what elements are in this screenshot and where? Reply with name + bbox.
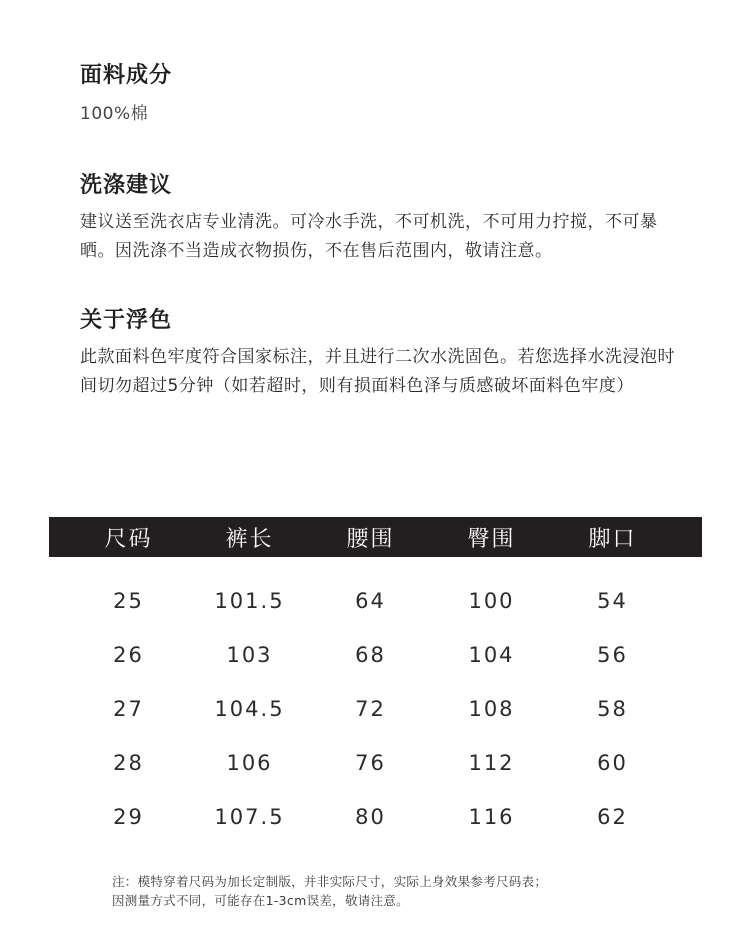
fading-section xyxy=(80,307,690,401)
fabric-section xyxy=(80,62,690,129)
cell-length: 107.5 xyxy=(214,805,285,829)
fabric-title: 面料成分 xyxy=(80,63,173,88)
header-hem: 脚口 xyxy=(588,526,637,552)
washing-content: 建议送至洗衣店专业清洗。可冷水手洗，不可机洗，不可用力拧搅，不可暴晒。因洗涤不当造成衣物损伤，不在售后范围内，敬请注意。 xyxy=(80,212,658,261)
cell-hem: 62 xyxy=(597,805,628,829)
note-line-2: 因测量方式不同，可能存在1-3cm误差，敬请注意。 xyxy=(112,893,409,908)
table-row xyxy=(49,682,702,736)
washing-title: 洗涤建议 xyxy=(80,173,173,198)
cell-waist: 80 xyxy=(355,805,386,829)
cell-size: 28 xyxy=(113,751,144,775)
note-line-1: 注：模特穿着尺码为加长定制版，并非实际尺寸，实际上身效果参考尺码表； xyxy=(112,874,548,889)
size-table-header xyxy=(49,517,702,557)
header-hip: 臀围 xyxy=(467,526,516,552)
table-row xyxy=(49,628,702,682)
cell-hem: 60 xyxy=(597,751,628,775)
cell-waist: 76 xyxy=(355,751,386,775)
cell-hem: 58 xyxy=(597,697,628,721)
cell-length: 101.5 xyxy=(214,589,285,613)
table-row xyxy=(49,790,702,844)
cell-hip: 108 xyxy=(468,697,515,721)
cell-waist: 68 xyxy=(355,643,386,667)
cell-length: 106 xyxy=(226,751,273,775)
cell-hip: 104 xyxy=(468,643,515,667)
cell-hem: 54 xyxy=(597,589,628,613)
cell-size: 27 xyxy=(113,697,144,721)
cell-size: 25 xyxy=(113,589,144,613)
cell-size: 26 xyxy=(113,643,144,667)
size-table xyxy=(49,517,702,844)
cell-hip: 116 xyxy=(468,805,515,829)
cell-hem: 56 xyxy=(597,643,628,667)
header-length: 裤长 xyxy=(225,526,274,552)
fading-title: 关于浮色 xyxy=(80,308,173,333)
fading-content: 此款面料色牢度符合国家标注，并且进行二次水洗固色。若您选择水洗浸泡时间切勿超过5分钟（如若超时，则有损面料色泽与质感破坏面料色牢度） xyxy=(80,347,675,396)
header-waist: 腰围 xyxy=(346,526,395,552)
table-row xyxy=(49,574,702,628)
size-table-body xyxy=(49,557,702,844)
cell-size: 29 xyxy=(113,805,144,829)
cell-hip: 112 xyxy=(468,751,515,775)
fabric-content: 100%棉 xyxy=(80,104,149,124)
cell-length: 104.5 xyxy=(214,697,285,721)
cell-waist: 72 xyxy=(355,697,386,721)
cell-waist: 64 xyxy=(355,589,386,613)
cell-hip: 100 xyxy=(468,589,515,613)
table-row xyxy=(49,736,702,790)
size-note xyxy=(112,872,692,910)
header-size: 尺码 xyxy=(104,526,153,552)
washing-section xyxy=(80,172,690,266)
cell-length: 103 xyxy=(226,643,273,667)
